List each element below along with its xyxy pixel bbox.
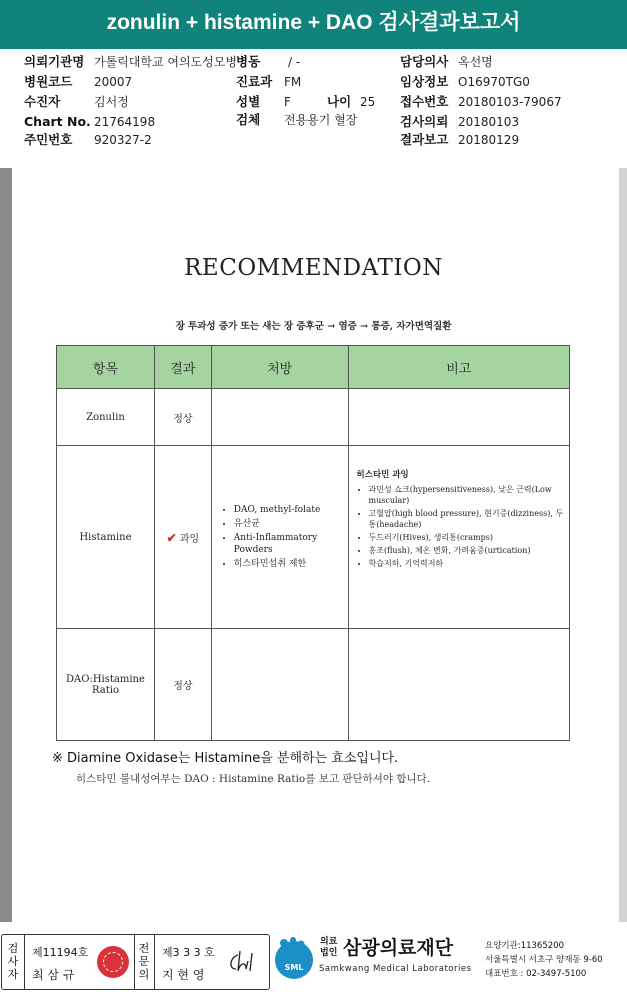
recommendation-table [56, 345, 570, 741]
specialist-number: 제3 3 3 호 [162, 946, 215, 959]
row-result: 정상 [154, 389, 211, 446]
doctor-label: 담당의사 [400, 54, 449, 69]
remark-item: • 홍조(flush), 체온 변화, 가려움증(urtication) [369, 545, 565, 556]
table-header-row [57, 346, 570, 389]
frame-left-bar [0, 168, 12, 922]
institution-label: 의뢰기관명 [24, 54, 85, 69]
recommendation-title: RECOMMENDATION [184, 255, 443, 281]
result-text: 과잉 [179, 533, 200, 545]
id-label: 주민번호 [24, 132, 73, 147]
company-address: 서울특별시 서초구 양재동 9-60 [485, 955, 603, 965]
header-item: 항목 [57, 346, 155, 389]
company-name: 삼광의료재단 [343, 937, 454, 959]
clinical-value: O16970TG0 [458, 75, 530, 89]
ward-value: / - [288, 55, 301, 69]
doctor-value: 옥선명 [458, 55, 493, 69]
row-item: DAO:Histamine Ratio [57, 629, 155, 741]
clinical-label: 임상정보 [400, 74, 449, 89]
footnote-ratio: 히스타민 불내성여부는 DAO : Histamine Ratio를 보고 판단하셔야 합니다. [76, 773, 431, 785]
specialist-name: 지 현 영 [162, 968, 205, 982]
company-type-line: 의료 [320, 937, 338, 947]
specimen-label: 검체 [236, 112, 261, 127]
header-prescription: 처방 [211, 346, 348, 389]
request-label: 검사의뢰 [400, 114, 449, 129]
remark-item: • 과민성 쇼크(hypersensitiveness), 낮은 근력(Low muscular) [369, 484, 565, 506]
remark-item: • 학습저하, 기억력저하 [369, 558, 565, 569]
logo-text: SML [284, 963, 304, 972]
chart-label: Chart No. [24, 114, 91, 129]
row-item: Zonulin [57, 389, 155, 446]
row-prescription [211, 629, 348, 741]
specialist-label: 전문의 [138, 942, 150, 981]
remark-item: • 두드러기(Hives), 생리통(cramps) [369, 532, 565, 543]
row-prescription [211, 389, 348, 446]
check-icon: ✔ [166, 530, 177, 545]
table-row [57, 446, 570, 629]
signature-divider [154, 935, 155, 989]
examiner-number: 제11194호 [32, 946, 89, 959]
accession-label: 접수번호 [400, 94, 449, 109]
prescription-item: • 유산균 [234, 518, 347, 530]
report-date-label: 결과보고 [400, 132, 449, 147]
row-item: Histamine [57, 446, 155, 629]
institution-value: 가톨릭대학교 여의도성모병 [94, 55, 237, 69]
row-remarks [348, 629, 569, 741]
remarks-title: 히스타민 과잉 [356, 470, 409, 480]
handwritten-signature-icon [226, 949, 262, 975]
table-row [57, 629, 570, 741]
remark-item: • 고혈압(high blood pressure), 현기증(dizziness), 두통(headache) [369, 508, 565, 530]
examiner-name: 최 삼 규 [32, 968, 75, 982]
dept-value: FM [284, 75, 302, 89]
footnote-dao: ※ Diamine Oxidase는 Histamine을 분해하는 효소입니다. [52, 751, 399, 766]
chart-value: 21764198 [94, 115, 156, 129]
request-value: 20180103 [458, 115, 520, 129]
hospital-code-value: 20007 [94, 75, 133, 89]
row-remarks [348, 446, 569, 629]
table-row [57, 389, 570, 446]
signature-box [1, 934, 270, 990]
age-label: 나이 [327, 94, 352, 109]
company-type-line: 법인 [320, 948, 338, 958]
sex-label: 성별 [236, 94, 261, 109]
header-result: 결과 [154, 346, 211, 389]
examiner-label: 검사자 [7, 942, 19, 981]
hospital-code-label: 병원코드 [24, 74, 73, 89]
company-name-en: Samkwang Medical Laboratories [319, 964, 472, 974]
report-date-value: 20180129 [458, 133, 520, 147]
header-remarks: 비고 [348, 346, 569, 389]
prescription-item: • 히스타민섭취 제한 [234, 558, 347, 570]
company-phone: 대표번호 : 02-3497-5100 [485, 969, 587, 979]
company-type-label [320, 937, 337, 959]
prescription-item: • Anti-Inflammatory Powders [234, 532, 347, 556]
prescription-item: • DAO, methyl-folate [234, 504, 347, 516]
dept-label: 진료과 [236, 74, 273, 89]
sml-logo-icon [272, 936, 316, 980]
patient-label: 수진자 [24, 94, 61, 109]
age-value: 25 [360, 95, 376, 109]
accession-value: 20180103-79067 [458, 95, 562, 109]
row-result [154, 446, 211, 629]
ward-label: 병동 [236, 54, 261, 69]
id-value: 920327-2 [94, 133, 152, 147]
specimen-value: 전용용기 혈장 [284, 113, 358, 127]
title-rule [0, 46, 627, 49]
row-result: 정상 [154, 629, 211, 741]
recommendation-subtitle: 장 투과성 증가 또는 새는 장 증후군 → 염증 → 통증, 자가면역질환 [175, 321, 452, 332]
sex-value: F [284, 95, 291, 109]
patient-value: 김서정 [94, 95, 129, 109]
signature-divider [134, 935, 135, 989]
signature-divider [24, 935, 25, 989]
row-remarks [348, 389, 569, 446]
company-code: 요양기관:11365200 [485, 941, 564, 951]
seal-stamp-icon [97, 946, 129, 978]
row-prescription [211, 446, 348, 629]
report-title: zonulin + histamine + DAO 검사결과보고서 [0, 0, 627, 46]
